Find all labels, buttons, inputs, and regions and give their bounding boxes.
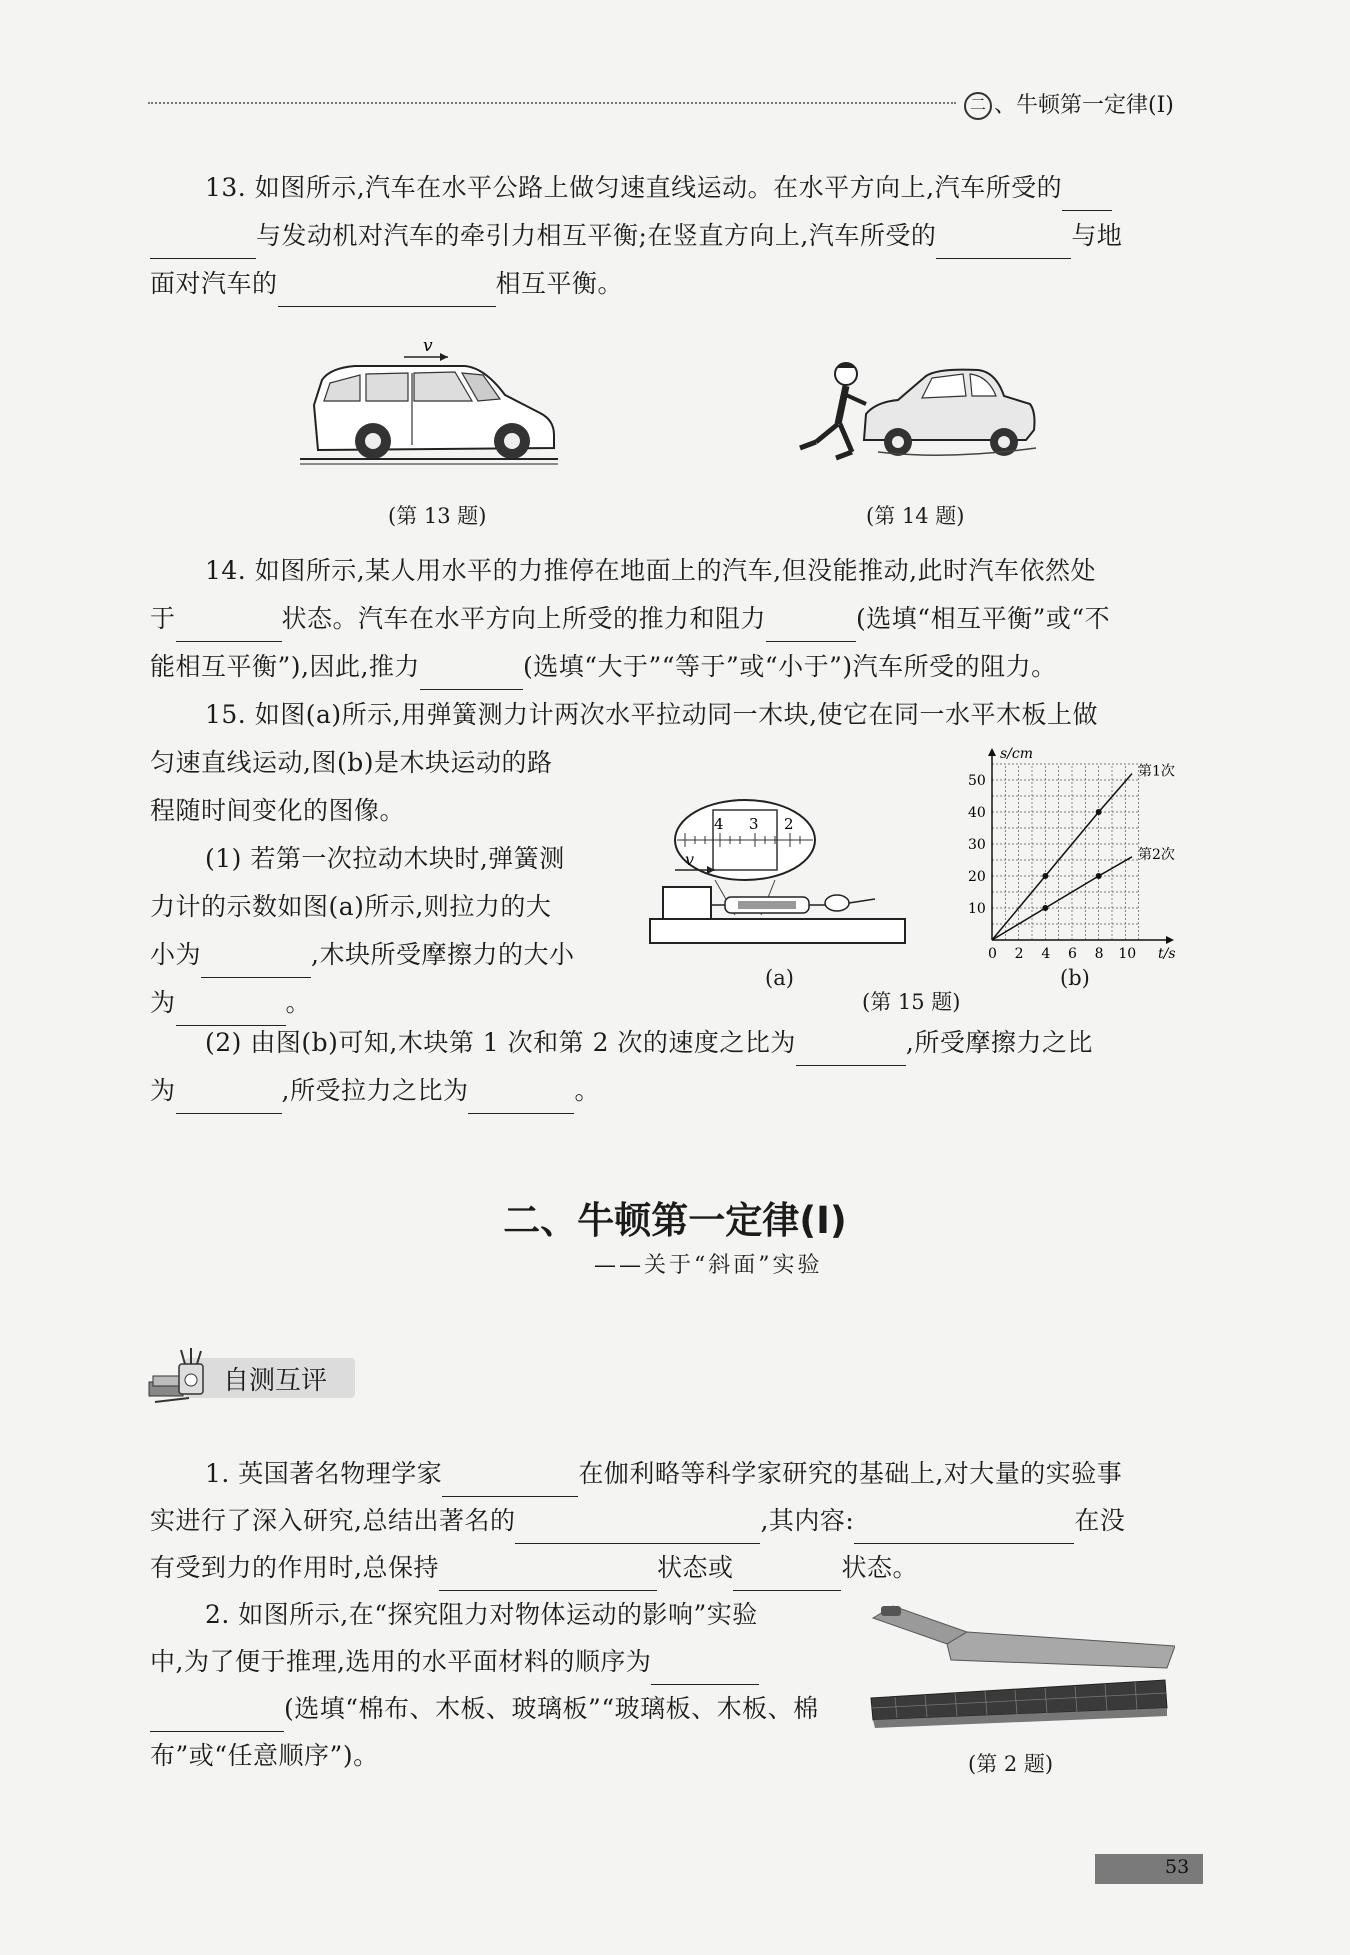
spring-scale-figure — [645, 795, 920, 955]
x-axis-arrow — [1166, 936, 1174, 944]
p2-line2: 中,为了便于推理,选用的水平面材料的顺序为 — [150, 1638, 759, 1685]
q14-line3: 能相互平衡”),因此,推力 (选填“大于”“等于”或“小于”)汽车所受的阻力。 — [150, 643, 1057, 690]
van-figure — [300, 335, 560, 470]
q15-line8: (2) 由图(b)可知,木块第 1 次和第 2 次的速度之比为 ,所受摩擦力之比 — [205, 1019, 1093, 1066]
q14-figure-caption: (第 14 题) — [866, 504, 965, 528]
p1-line1: 1. 英国著名物理学家 在伽利略等科学家研究的基础上,对大量的实验事 — [205, 1450, 1122, 1497]
answer-blank[interactable] — [854, 1513, 1074, 1544]
series-label: 第2次 — [1138, 846, 1175, 863]
velocity-label: v — [423, 336, 433, 356]
self-test-badge — [145, 1348, 360, 1406]
header-rule — [148, 102, 956, 104]
answer-blank[interactable] — [796, 1035, 906, 1066]
answer-blank[interactable] — [1062, 180, 1112, 211]
answer-blank[interactable] — [439, 1560, 657, 1591]
q14-line2: 于 状态。汽车在水平方向上所受的推力和阻力 (选填“相互平衡”或“不 — [150, 595, 1110, 642]
q15-line5: 力计的示数如图(a)所示,则拉力的大 — [150, 892, 552, 921]
x-tick-label: 8 — [1094, 946, 1104, 960]
q15-line7: 为 。 — [150, 979, 311, 1026]
answer-blank[interactable] — [442, 1466, 578, 1497]
x-tick-label: 4 — [1041, 946, 1051, 960]
answer-blank[interactable] — [176, 611, 282, 642]
figure-b-label: (b) — [1060, 966, 1090, 990]
p2-line4: 布”或“任意顺序”)。 — [150, 1741, 379, 1770]
q15-line1: 15. 如图(a)所示,用弹簧测力计两次水平拉动同一木块,使它在同一水平木板上做 — [205, 700, 1099, 729]
q15-line6: 小为 ,木块所受摩擦力的大小 — [150, 931, 574, 978]
answer-blank[interactable] — [278, 276, 496, 307]
q15-line9: 为 ,所受拉力之比为 。 — [150, 1067, 600, 1114]
q15-line2: 匀速直线运动,图(b)是木块运动的路 — [150, 748, 553, 777]
q15-line3: 程随时间变化的图像。 — [150, 796, 406, 825]
q15-line4: (1) 若第一次拉动木块时,弹簧测 — [205, 844, 565, 873]
section-number-circle: 二 — [964, 92, 992, 120]
p2-line1: 2. 如图所示,在“探究阻力对物体运动的影响”实验 — [205, 1600, 758, 1629]
answer-blank[interactable] — [651, 1654, 759, 1685]
q13-text: 13. 如图所示,汽车在水平公路上做匀速直线运动。在水平方向上,汽车所受的 — [205, 173, 1063, 202]
section-title: 二、牛顿第一定律(Ⅰ) — [503, 1199, 847, 1242]
chart-series — [992, 764, 1175, 940]
answer-blank[interactable] — [733, 1560, 841, 1591]
answer-blank[interactable] — [766, 611, 856, 642]
running-header-title: 、牛顿第一定律(Ⅰ) — [994, 93, 1174, 118]
y-tick-label: 40 — [968, 805, 986, 821]
y-tick-label: 50 — [968, 773, 986, 789]
s-t-chart — [960, 745, 1190, 960]
q13-line2: 与发动机对汽车的牵引力相互平衡;在竖直方向上,汽车所受的 与地 — [150, 212, 1122, 259]
q13-line1 — [205, 164, 1112, 211]
data-point — [1042, 873, 1048, 879]
section-subtitle: ——关于“斜面”实验 — [594, 1253, 823, 1278]
answer-blank[interactable] — [150, 1701, 284, 1732]
answer-blank[interactable] — [176, 1083, 282, 1114]
series-line-2 — [992, 857, 1132, 940]
data-point — [1096, 809, 1102, 815]
y-axis-arrow — [988, 748, 996, 756]
velocity-label: v — [685, 850, 695, 869]
page-number: 53 — [1165, 1856, 1190, 1878]
q13-line3: 面对汽车的 相互平衡。 — [150, 260, 623, 307]
series-line-1 — [992, 774, 1132, 940]
y-tick-label: 10 — [968, 901, 986, 917]
pencil-cup-icon — [145, 1348, 225, 1408]
x-tick-label: 2 — [1014, 946, 1024, 960]
y-tick-label: 30 — [968, 837, 986, 853]
answer-blank[interactable] — [150, 228, 256, 259]
running-header — [964, 88, 1174, 120]
data-point — [1042, 905, 1048, 911]
x-tick-label: 6 — [1068, 946, 1077, 960]
x-tick-label: 10 — [1118, 946, 1137, 960]
answer-blank[interactable] — [515, 1513, 760, 1544]
p2-figure-caption: (第 2 题) — [968, 1752, 1054, 1776]
scale-number: 2 — [784, 815, 794, 833]
q14-line1: 14. 如图所示,某人用水平的力推停在地面上的汽车,但没能推动,此时汽车依然处 — [205, 556, 1097, 585]
scale-number: 4 — [714, 815, 724, 833]
badge-label: 自测互评 — [223, 1366, 328, 1396]
p1-line3: 有受到力的作用时,总保持 状态或 状态。 — [150, 1544, 918, 1591]
answer-blank[interactable] — [468, 1083, 574, 1114]
figure-a-label: (a) — [765, 966, 794, 990]
x-axis-label: t/s — [1158, 946, 1176, 960]
answer-blank[interactable] — [201, 947, 311, 978]
answer-blank[interactable] — [420, 659, 523, 690]
p1-line2: 实进行了深入研究,总结出著名的 ,其内容: 在没 — [150, 1497, 1125, 1544]
p2-line3: (选填“棉布、木板、玻璃板”“玻璃板、木板、棉 — [150, 1685, 819, 1732]
y-axis-label: s/cm — [1000, 746, 1034, 762]
q13-figure-caption: (第 13 题) — [388, 504, 487, 528]
q15-figure-caption: (第 15 题) — [862, 990, 961, 1014]
series-label: 第1次 — [1138, 763, 1175, 780]
incline-track-figure — [855, 1598, 1175, 1758]
data-point — [1096, 873, 1102, 879]
y-tick-label: 20 — [968, 869, 986, 885]
chart-ticks — [968, 773, 1136, 960]
push-car-figure — [778, 356, 1040, 468]
scale-number: 3 — [749, 815, 759, 833]
x-tick-label: 0 — [988, 946, 997, 960]
answer-blank[interactable] — [936, 228, 1071, 259]
